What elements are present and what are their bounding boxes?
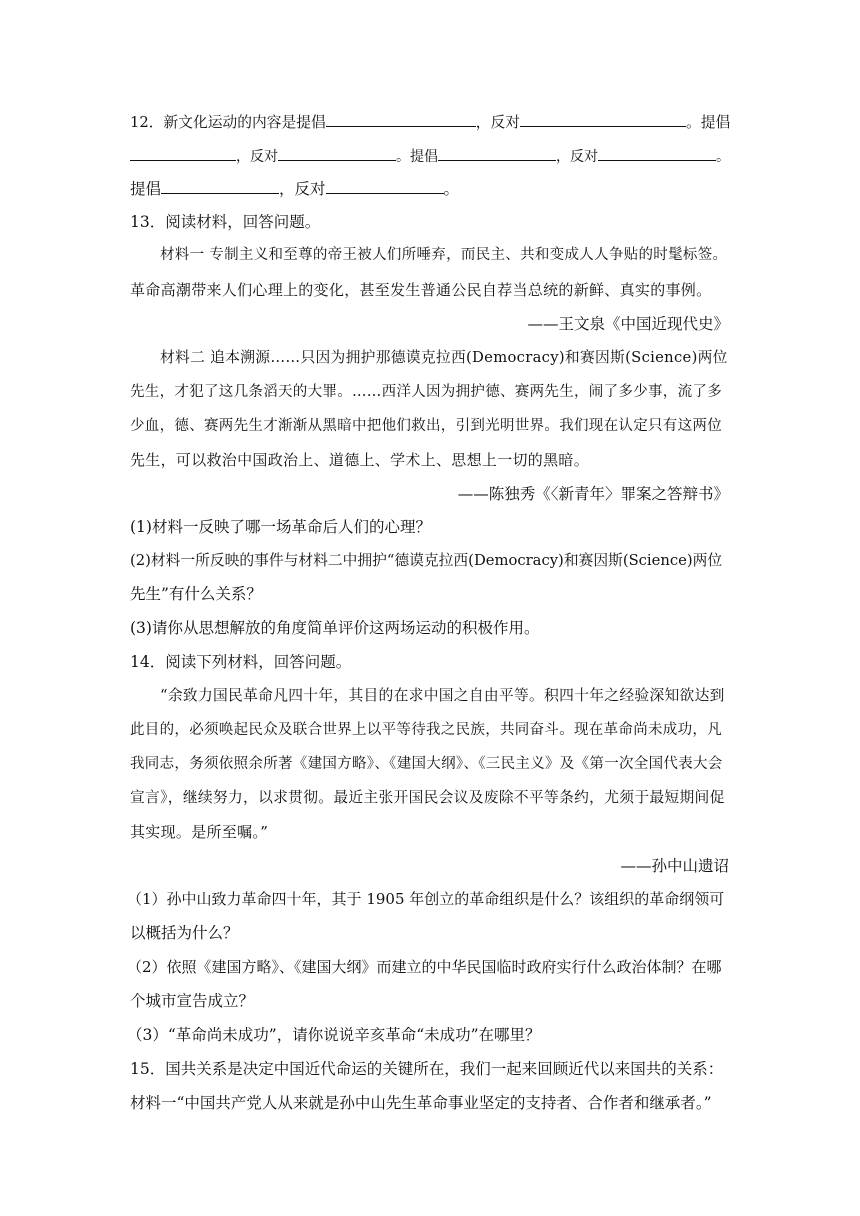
q12-advocate-label: 提倡	[130, 180, 162, 198]
q14-quote-line: 我同志，务须依照余所著《建国方略》、《建国大纲》、《三民主义》及《第一次全国代表大会	[130, 756, 723, 772]
q12-line-1	[130, 112, 730, 133]
q12-against-label: ，反对	[279, 180, 326, 198]
q13-subquestion-1: (1)材料一反映了哪一场革命后人们的心理？	[130, 518, 431, 536]
q14-subquestion-3: （3）“革命尚未成功”，请你说说辛亥革命“未成功”在哪里？	[127, 1026, 541, 1044]
q12-period: 。	[716, 149, 730, 165]
q12-advocate-label: 。提倡	[396, 149, 438, 165]
q14-subquestion-2-cont: 个城市宣告成立？	[130, 992, 255, 1010]
fill-blank[interactable]	[130, 146, 236, 161]
q12-period: 。	[443, 180, 460, 198]
fill-blank[interactable]	[326, 112, 476, 127]
q13-subquestion-2-cont: 先生”有什么关系？	[130, 585, 262, 603]
q15-material1: 材料一“中国共产党人从来就是孙中山先生革命事业坚定的支持者、合作者和继承者。”	[130, 1094, 712, 1112]
q12-against-label: ，反对	[475, 114, 521, 131]
fill-blank[interactable]	[598, 146, 716, 161]
q13-material2-source: ——陈独秀《〈新青年〉罪案之答辩书》	[457, 485, 729, 503]
q13-material1-source: ——王文泉《中国近现代史》	[527, 315, 729, 333]
q12-line-3	[130, 179, 730, 199]
q12-prefix: 12．新文化运动的内容是提倡	[130, 114, 326, 131]
q12-advocate-label: 。提倡	[686, 114, 731, 131]
q15-stem: 15．国共关系是决定中国近代命运的关键所在，我们一起来回顾近代以来国共的关系：	[130, 1060, 724, 1078]
q12-against-label: ，反对	[236, 149, 278, 165]
q13-material1-line: 材料一 专制主义和至尊的帝王被人们所唾弃，而民主、共和变成人人争贴的时髦标签。	[160, 247, 728, 263]
q14-subquestion-1-cont: 以概括为什么？	[130, 924, 239, 942]
q14-quote-line: 此目的，必须唤起民众及联合世界上以平等待我之民族，共同奋斗。现在革命尚未成功，凡	[130, 722, 722, 738]
q14-subquestion-1: （1）孙中山致力革命四十年，其于 1905 年创立的革命组织是什么？该组织的革命纲领可	[127, 890, 725, 908]
q14-quote-line: 其实现。是所至嘱。”	[130, 823, 269, 841]
q13-material2-line: 先生，才犯了这几条滔天的大罪。……西洋人因为拥护德、赛两先生，闹了多少事，流了多	[130, 384, 722, 400]
q14-subquestion-2: （2）依照《建国方略》、《建国大纲》而建立的中华民国临时政府实行什么政治体制？在哪	[127, 958, 722, 976]
q14-stem: 14．阅读下列材料，回答问题。	[130, 653, 352, 671]
q12-line-2	[130, 146, 730, 167]
q12-against-label: ，反对	[556, 149, 598, 165]
fill-blank[interactable]	[326, 179, 444, 194]
q13-subquestion-3: (3)请你从思想解放的角度简单评价这两场运动的积极作用。	[130, 619, 540, 637]
q13-material1-line: 革命高潮带来人们心理上的变化，甚至发生普通公民自荐当总统的新鲜、真实的事例。	[130, 281, 712, 299]
q13-stem: 13．阅读材料，回答问题。	[130, 213, 321, 231]
fill-blank[interactable]	[520, 112, 686, 127]
q13-material2-line: 少血，德、赛两先生才渐渐从黑暗中把他们救出，引到光明世界。我们现在认定只有这两位	[130, 418, 722, 434]
q13-material2-line: 材料二 追本溯源……只因为拥护那德谟克拉西(Democracy)和赛因斯(Science)两位	[160, 349, 728, 366]
fill-blank[interactable]	[278, 146, 396, 161]
q14-source: ——孙中山遗诏	[620, 857, 729, 875]
q14-quote-line: 宣言》，继续努力，以求贯彻。最近主张开国民会议及废除不平等条约，尤须于最短期间促	[130, 789, 725, 806]
q13-subquestion-2: (2)材料一所反映的事件与材料二中拥护“德谟克拉西(Democracy)和赛因斯(Science)两位	[130, 552, 723, 569]
fill-blank[interactable]	[161, 179, 279, 194]
fill-blank[interactable]	[438, 146, 556, 161]
q14-quote-line: “余致力国民革命凡四十年，其目的在求中国之自由平等。积四十年之经验深知欲达到	[160, 687, 725, 704]
q13-material2-line: 先生，可以救治中国政治上、道德上、学术上、思想上一切的黑暗。	[130, 451, 590, 469]
